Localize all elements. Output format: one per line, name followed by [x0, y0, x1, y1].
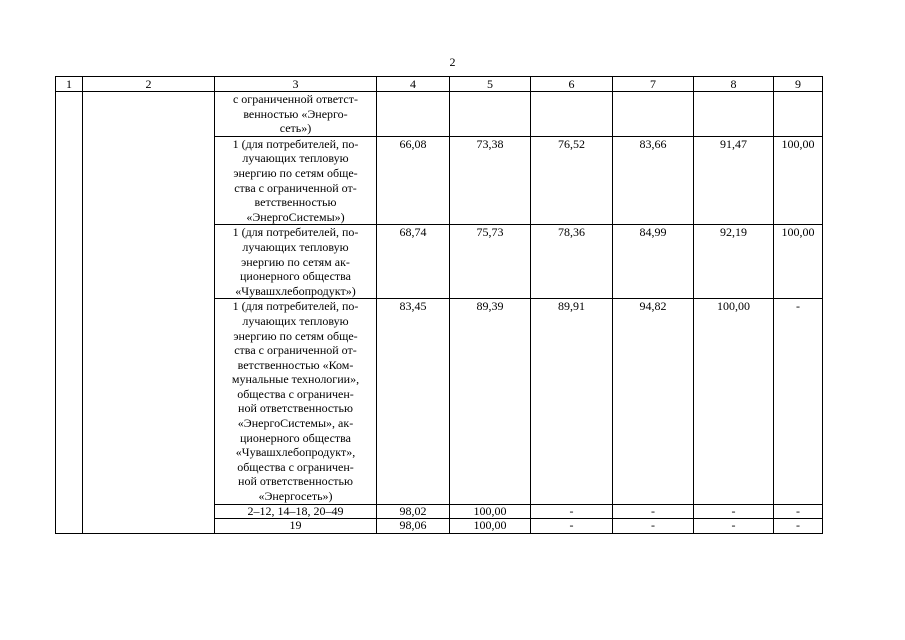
value-cell: 100,00	[774, 225, 823, 299]
value-cell: -	[613, 504, 694, 519]
consumer-description: 1 (для потребителей, по- лучающих тепловую энергию по сетям обще- ства с ограниченной от- ветственностью «Ком- мунальные технологии», общества с ограничен- ной ответственностью «ЭнергоСистемы», ак- ционерного общества «Чувашхлебопродукт», общества с ограничен- ной ответственностью «Энергосеть»)	[215, 299, 377, 504]
header-cell: 9	[774, 77, 823, 92]
value-cell: -	[774, 299, 823, 504]
header-cell: 6	[531, 77, 613, 92]
value-cell: 83,45	[377, 299, 450, 504]
consumer-description: 1 (для потребителей, по- лучающих тепловую энергию по сетям обще- ства с ограниченной от- ветственностью «ЭнергоСистемы»)	[215, 136, 377, 225]
consumer-description: с ограниченной ответст- венностью «Энерго- сеть»)	[215, 92, 377, 137]
value-cell	[531, 92, 613, 137]
value-cell: 98,06	[377, 519, 450, 534]
value-cell: -	[531, 504, 613, 519]
value-cell: -	[531, 519, 613, 534]
value-cell	[377, 92, 450, 137]
value-cell	[694, 92, 774, 137]
value-cell: 73,38	[450, 136, 531, 225]
header-cell: 8	[694, 77, 774, 92]
header-cell: 3	[215, 77, 377, 92]
value-cell: 94,82	[613, 299, 694, 504]
value-cell	[774, 92, 823, 137]
value-cell: 75,73	[450, 225, 531, 299]
header-cell: 5	[450, 77, 531, 92]
value-cell: 98,02	[377, 504, 450, 519]
value-cell: 68,74	[377, 225, 450, 299]
header-cell: 2	[83, 77, 215, 92]
tariff-table	[55, 76, 823, 534]
header-cell: 7	[613, 77, 694, 92]
value-cell: 84,99	[613, 225, 694, 299]
value-cell: 100,00	[450, 519, 531, 534]
value-cell: 100,00	[450, 504, 531, 519]
col1-cell	[56, 92, 83, 534]
value-cell	[450, 92, 531, 137]
header-cell: 4	[377, 77, 450, 92]
value-cell: 76,52	[531, 136, 613, 225]
header-cell: 1	[56, 77, 83, 92]
value-cell: 100,00	[774, 136, 823, 225]
value-cell: 83,66	[613, 136, 694, 225]
consumer-description: 1 (для потребителей, по- лучающих тепловую энергию по сетям ак- ционерного общества «Чувашхлебопродукт»)	[215, 225, 377, 299]
consumer-description: 19	[215, 519, 377, 534]
value-cell: -	[774, 519, 823, 534]
value-cell	[613, 92, 694, 137]
value-cell: -	[694, 504, 774, 519]
value-cell: 100,00	[694, 299, 774, 504]
value-cell: 66,08	[377, 136, 450, 225]
value-cell: 91,47	[694, 136, 774, 225]
value-cell: -	[694, 519, 774, 534]
page-number: 2	[449, 55, 456, 69]
value-cell: 78,36	[531, 225, 613, 299]
table-row	[56, 92, 823, 137]
value-cell: 89,91	[531, 299, 613, 504]
header-row	[56, 77, 823, 92]
value-cell: -	[774, 504, 823, 519]
consumer-description: 2–12, 14–18, 20–49	[215, 504, 377, 519]
value-cell: 89,39	[450, 299, 531, 504]
col2-cell	[83, 92, 215, 534]
value-cell: 92,19	[694, 225, 774, 299]
value-cell: -	[613, 519, 694, 534]
